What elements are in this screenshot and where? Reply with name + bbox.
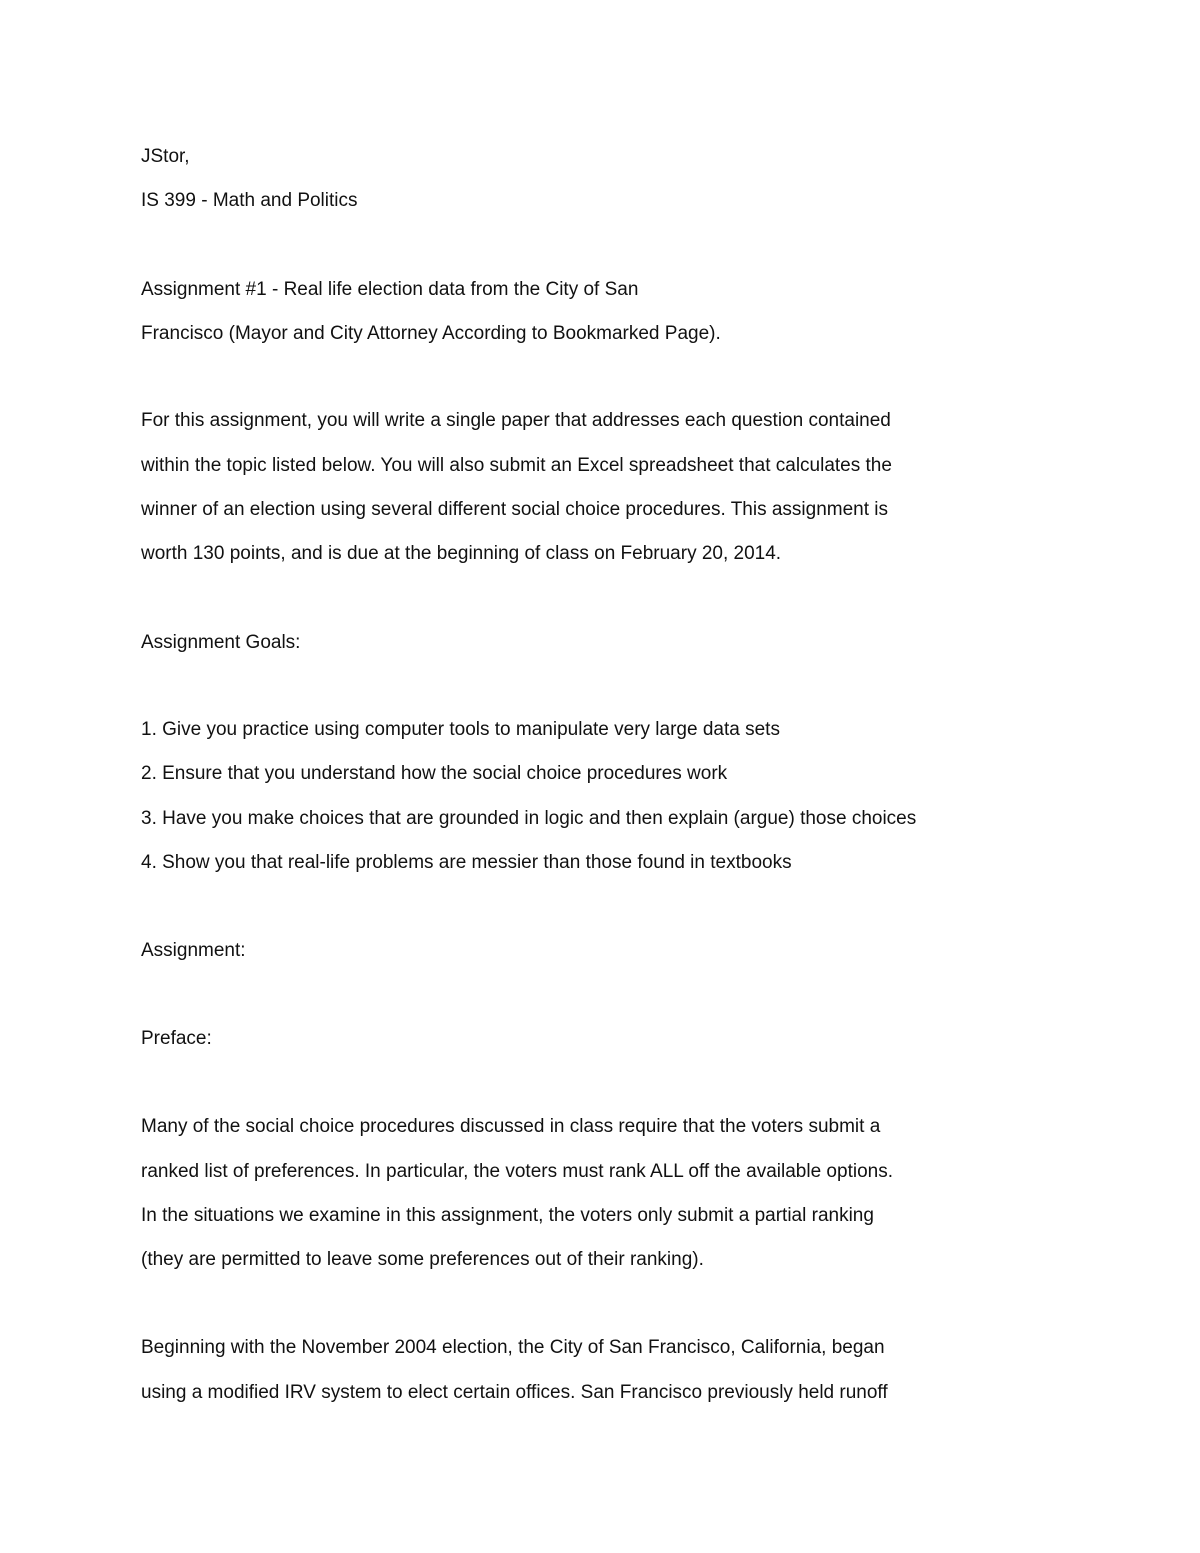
author-line: JStor,: [141, 146, 190, 167]
preface-paragraph-line: In the situations we examine in this assignment, the voters only submit a partial ranking: [141, 1205, 874, 1226]
history-paragraph-line: Beginning with the November 2004 election, the City of San Francisco, California, began: [141, 1337, 885, 1358]
preface-heading: Preface:: [141, 1028, 212, 1049]
intro-paragraph-line: within the topic listed below. You will also submit an Excel spreadsheet that calculates the: [141, 455, 892, 476]
history-paragraph-line: using a modified IRV system to elect certain offices. San Francisco previously held runoff: [141, 1382, 888, 1403]
preface-paragraph-line: ranked list of preferences. In particular, the voters must rank ALL off the available options.: [141, 1161, 893, 1182]
intro-paragraph-line: winner of an election using several different social choice procedures. This assignment is: [141, 499, 889, 520]
intro-paragraph-line: worth 130 points, and is due at the beginning of class on February 20, 2014.: [141, 543, 782, 564]
goal-list-item: 3. Have you make choices that are grounded in logic and then explain (argue) those choices: [141, 808, 917, 829]
assignment-heading: Assignment:: [141, 940, 246, 961]
goal-list-item: 2. Ensure that you understand how the social choice procedures work: [141, 763, 728, 784]
goal-list-item: 1. Give you practice using computer tools to manipulate very large data sets: [141, 719, 780, 740]
preface-paragraph-line: (they are permitted to leave some preferences out of their ranking).: [141, 1249, 704, 1270]
goals-heading: Assignment Goals:: [141, 632, 301, 653]
goal-list-item: 4. Show you that real-life problems are messier than those found in textbooks: [141, 852, 792, 873]
assignment-title-line: Francisco (Mayor and City Attorney According to Bookmarked Page).: [141, 323, 721, 344]
assignment-title-line: Assignment #1 - Real life election data from the City of San: [141, 279, 639, 300]
intro-paragraph-line: For this assignment, you will write a single paper that addresses each question contained: [141, 410, 891, 431]
preface-paragraph-line: Many of the social choice procedures discussed in class require that the voters submit a: [141, 1116, 881, 1137]
course-line: IS 399 - Math and Politics: [141, 190, 358, 211]
